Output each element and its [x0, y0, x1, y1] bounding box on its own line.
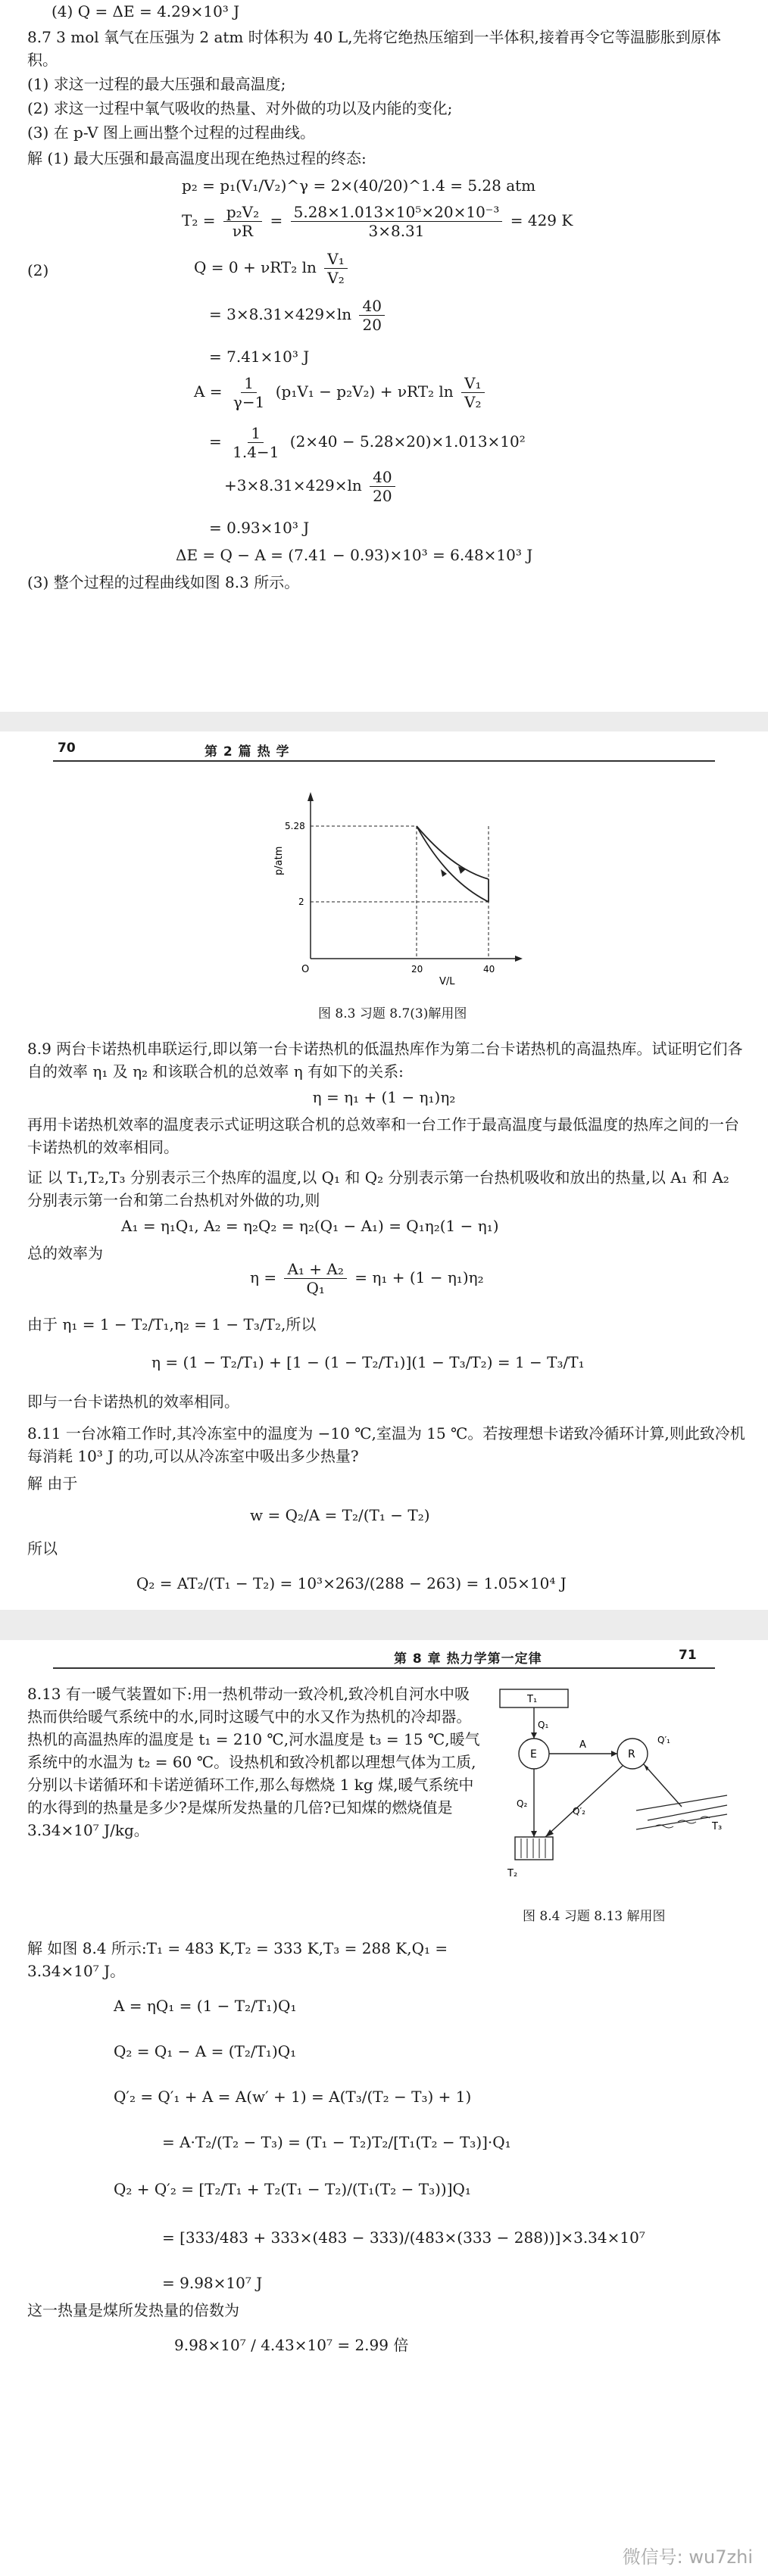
- so-text: 所以: [27, 1539, 58, 1558]
- x-tick-20: 20: [411, 964, 423, 975]
- t2-label: T₂: [507, 1868, 518, 1879]
- eq-q-2-text: = 3×8.31×429×ln: [209, 305, 352, 323]
- frac-den: 3×8.31: [368, 222, 425, 240]
- origin-label: O: [301, 964, 310, 975]
- t1-label: T₁: [527, 1694, 538, 1705]
- solution-8-13: 解 如图 8.4 所示:T₁ = 483 K,T₂ = 333 K,T₃ = 288 K,Q₁ = 3.34×10⁷ J。: [27, 1939, 448, 1980]
- frac-40-20-b: [370, 468, 395, 505]
- eq-a-2: [209, 424, 526, 461]
- frac-num: 5.28×1.013×10⁵×20×10⁻³: [291, 203, 503, 222]
- frac-40-20: [359, 297, 384, 334]
- eq-q-1-text: Q = 0 + νRT₂ ln: [194, 258, 317, 276]
- q1p-label: Q′₁: [657, 1735, 670, 1745]
- eq-a-3: [224, 468, 398, 505]
- eq-sum: Q₂ + Q′₂ = [T₂/T₁ + T₂(T₁ − T₂)/(T₁(T₂ − T₃))]Q₁: [114, 2180, 471, 2198]
- header-rule: [53, 760, 715, 762]
- eq-a-1: [194, 374, 488, 411]
- solution-intro: 解 (1) 最大压强和最高温度出现在绝热过程的终态:: [27, 149, 367, 167]
- q2p-label: Q′₂: [573, 1806, 585, 1817]
- q2-label: Q₂: [517, 1798, 528, 1809]
- eq-a-1-rhs: (p₁V₁ − p₂V₂) + νRT₂ ln: [275, 382, 454, 401]
- eq-q2-prime: Q′₂ = Q′₁ + A = A(w′ + 1) = A(T₃/(T₂ − T₃) + 1): [114, 2088, 472, 2106]
- fig-8-3-caption: 图 8.3 习题 8.7(3)解用图: [318, 1006, 467, 1021]
- frac-eta: [284, 1260, 346, 1297]
- eq-a-4: = 0.93×10³ J: [209, 519, 310, 537]
- eq-a-eta: A = ηQ₁ = (1 − T₂/T₁)Q₁: [114, 1997, 297, 2015]
- eq-q-2: [209, 297, 388, 334]
- page-separator: [0, 1610, 768, 1640]
- eq-eta-rhs: = η₁ + (1 − η₁)η₂: [354, 1268, 484, 1286]
- x-label: V/L: [439, 976, 455, 987]
- frac-den: νR: [232, 222, 254, 240]
- frac-14: [229, 424, 282, 461]
- running-header: 第 2 篇 热 学: [204, 744, 290, 759]
- frac-num: A₁ + A₂: [284, 1260, 346, 1279]
- frac-den: V₂: [327, 269, 345, 287]
- page-number: 70: [58, 741, 76, 756]
- q2-arrow: [531, 1831, 537, 1837]
- heat-pump-diagram: [485, 1678, 735, 1905]
- work-arrow: [611, 1751, 617, 1757]
- header-rule: [53, 1667, 715, 1669]
- problem-8-13: 8.13 有一暖气装置如下:用一热机带动一致冷机,致冷机自河水中吸热而供给暖气系统中的水,同时这暖气中的水又作为热机的冷却器。热机的高温热库的温度是 t₁ = 210 ℃,河水温度是 t₃ = 15 ℃,暖气系统中的水温为 t₂ = 60 ℃。设热机和致冷机都以理想气体为工质,分别以卡诺循环和卡诺逆循环工作,那么每燃烧 1 kg 煤,暖气系统中的水得到的热量是多少?是煤所发热量的几倍?已知煤的燃烧值是 3.34×10⁷ J/kg。: [27, 1685, 480, 1839]
- frac-gamma: [230, 374, 267, 411]
- t3-label: T₃: [712, 1821, 723, 1832]
- proof-intro: 证 以 T₁,T₂,T₃ 分别表示三个热库的温度,以 Q₁ 和 Q₂ 分别表示第一台热机吸收和放出的热量,以 A₁ 和 A₂ 分别表示第一台和第二台热机对外做的功,则: [27, 1168, 729, 1209]
- total-eff-text: 总的效率为: [27, 1244, 103, 1262]
- part-2-label: (2): [27, 261, 49, 279]
- problem-8-11: 8.11 一台冰箱工作时,其冷冻室中的温度为 −10 ℃,室温为 15 ℃。若按理想卡诺致冷循环计算,则此致冷机每消耗 10³ J 的功,可以从冷冻室中吸出多少热量?: [27, 1424, 745, 1465]
- pv-diagram: [273, 784, 530, 996]
- frac-num: 1: [241, 374, 257, 393]
- y-tick-528: 5.28: [285, 821, 305, 831]
- a-label: A: [579, 1739, 586, 1751]
- frac-den: 20: [362, 316, 382, 334]
- since-text: 由于 η₁ = 1 − T₂/T₁,η₂ = 1 − T₃/T₂,所以: [27, 1315, 317, 1333]
- frac-num: 40: [359, 297, 384, 316]
- problem-8-9: 8.9 两台卡诺热机串联运行,即以第一台卡诺热机的低温热库作为第二台卡诺热机的高温热库。试证明它们各自的效率 η₁ 及 η₂ 和该联合机的总效率 η 有如下的关系:: [27, 1040, 743, 1081]
- eq-sum-result: = 9.98×10⁷ J: [162, 2274, 263, 2292]
- conclusion-8-9: 即与一台卡诺热机的效率相同。: [27, 1392, 239, 1411]
- eq-q2-fridge: Q₂ = AT₂/(T₁ − T₂) = 10³×263/(288 − 263) = 1.05×10⁴ J: [136, 1574, 567, 1592]
- eq-p2: p₂ = p₁(V₁/V₂)^γ = 2×(40/20)^1.4 = 5.28 atm: [182, 176, 536, 195]
- frac-t2-1: [223, 203, 262, 240]
- frac-num: p₂V₂: [223, 203, 262, 222]
- q1p-line: [644, 1764, 682, 1807]
- isotherm-curve: [417, 826, 489, 879]
- part-3: (3) 整个过程的过程曲线如图 8.3 所示。: [27, 573, 300, 591]
- watermark: 微信号: wu7zhi: [622, 2546, 753, 2568]
- frac-den: V₂: [464, 393, 482, 411]
- frac-den: 20: [373, 487, 392, 505]
- eq-sum-num: = [333/483 + 333×(483 − 333)/(483×(333 − 288))]×3.34×10⁷: [162, 2228, 645, 2247]
- eq-q2-prime-2: = A·T₂/(T₂ − T₃) = (T₁ − T₂)T₂/[T₁(T₂ − T₃)]·Q₁: [162, 2133, 511, 2151]
- arrow-2: [441, 869, 447, 877]
- eq-eta-lhs: η =: [250, 1268, 277, 1286]
- page-71: [0, 1640, 768, 2576]
- page-69: [0, 0, 768, 712]
- frac-num: 40: [370, 468, 395, 487]
- y-label: p/atm: [273, 846, 285, 875]
- page-70: [0, 731, 768, 1610]
- eq-eta-final: η = (1 − T₂/T₁) + [1 − (1 − T₂/T₁)](1 − T₃/T₂) = 1 − T₃/T₁: [151, 1353, 585, 1371]
- eq-delta-e: ΔE = Q − A = (7.41 − 0.93)×10³ = 6.48×10³ J: [176, 546, 533, 564]
- x-tick-40: 40: [483, 964, 495, 975]
- eq-ratio: 9.98×10⁷ / 4.43×10⁷ = 2.99 倍: [174, 2336, 409, 2354]
- q1-label: Q₁: [538, 1720, 549, 1730]
- frac-num: V₁: [461, 374, 484, 393]
- frac-t2-2: [291, 203, 503, 240]
- running-header: 第 8 章 热力学第一定律: [394, 1651, 542, 1667]
- solution-8-11: 解 由于: [27, 1474, 78, 1492]
- frac-v1v2-b: [461, 374, 484, 411]
- e-label: E: [530, 1748, 537, 1760]
- q1-arrow: [531, 1732, 537, 1739]
- page-number: 71: [679, 1648, 697, 1663]
- q2p-line: [545, 1766, 623, 1837]
- x-arrow: [515, 956, 523, 962]
- question-3: (3) 在 p-V 图上画出整个过程的过程曲线。: [27, 123, 315, 142]
- frac-num: 1: [248, 424, 264, 443]
- frac-den: Q₁: [306, 1279, 325, 1297]
- r-label: R: [628, 1748, 635, 1760]
- y-arrow: [308, 792, 314, 801]
- eq-q-3: = 7.41×10³ J: [209, 348, 310, 366]
- eq-t2-lhs: T₂ =: [182, 211, 216, 229]
- problem-8-9-cont: 再用卡诺热机效率的温度表示式证明这联合机的总效率和一台工作于最高温度与最低温度的热库之间的一台卡诺热机的效率相同。: [27, 1115, 739, 1156]
- eq-a-1-lhs: A =: [194, 382, 223, 401]
- y-tick-2: 2: [298, 897, 304, 907]
- eq-t2: [182, 203, 573, 240]
- fig-8-4-caption: 图 8.4 习题 8.13 解用图: [523, 1909, 666, 1924]
- frac-den: 1.4−1: [233, 443, 279, 461]
- eq-a-2-lhs: =: [209, 432, 222, 451]
- frac-den: γ−1: [233, 393, 265, 411]
- eq-a-3-text: +3×8.31×429×ln: [224, 476, 362, 494]
- eq-w: w = Q₂/A = T₂/(T₁ − T₂): [250, 1506, 430, 1524]
- eq-eta: [250, 1260, 484, 1297]
- eq-t2-rhs: = 429 K: [510, 211, 573, 229]
- eq-a1-a2: A₁ = η₁Q₁, A₂ = η₂Q₂ = η₂(Q₁ − A₁) = Q₁η₂(1 − η₁): [121, 1217, 499, 1235]
- page-separator: [0, 712, 768, 731]
- frac-num: V₁: [324, 250, 347, 269]
- top-line: (4) Q = ΔE = 4.29×10³ J: [52, 2, 240, 20]
- q1p-arrow: [644, 1764, 648, 1771]
- ratio-text: 这一热量是煤所发热量的倍数为: [27, 2301, 239, 2319]
- frac-v1v2: [324, 250, 347, 287]
- eq-a-2-rhs: (2×40 − 5.28×20)×1.013×10²: [289, 432, 526, 451]
- eq-q-1: [194, 250, 351, 287]
- problem-8-7: 8.7 3 mol 氧气在压强为 2 atm 时体积为 40 L,先将它绝热压缩到一半体积,接着再令它等温膨胀到原体积。: [27, 28, 721, 69]
- question-2: (2) 求这一过程中氧气吸收的热量、对外做的功以及内能的变化;: [27, 99, 453, 117]
- eq-q2: Q₂ = Q₁ − A = (T₂/T₁)Q₁: [114, 2042, 297, 2060]
- question-1: (1) 求这一过程的最大压强和最高温度;: [27, 75, 286, 93]
- eq-t2-mid: =: [270, 211, 283, 229]
- eta-relation: η = η₁ + (1 − η₁)η₂: [312, 1088, 456, 1106]
